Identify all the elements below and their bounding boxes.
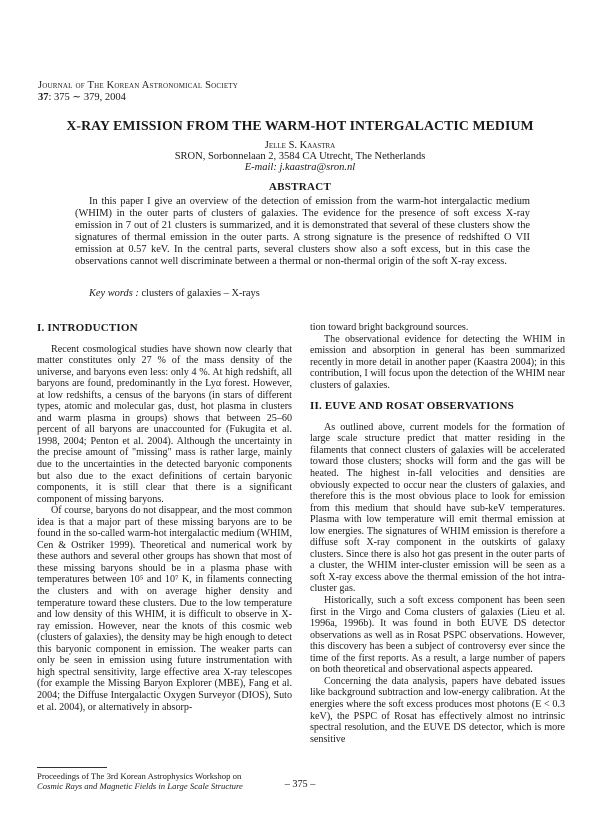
journal-volume-line (38, 92, 126, 104)
footnote-rule (37, 767, 107, 768)
keywords-label: Key words : (89, 288, 139, 299)
footnote-line-2: Cosmic Rays and Magnetic Fields in Large Scale Structure (37, 781, 243, 792)
intro-paragraph-1: Recent cosmological studies have shown now clearly that matter constitutes only 27 % of the mass density of the universe, and baryons even less: only 4 %. At high redshift, all baryons are found, predominantly in the Lyα forest. However, at low redshifts, a census of the baryons (in stars of different types, atomic and molecular gas, dust, hot plasma in clusters and warm plasma in groups) shows that between 25–60 percent of all baryons are unaccounted for (Fukugita et al. 1998, 2004; Penton et al. 2004). Although the uncertainty in the precise amount of "missing" mass is rather large, mainly due to the uncertainties in the detected baryonic components but also due to the exact definitions of certain baryonic components, it is still clear that there is a significant component of missing baryons. (37, 343, 292, 505)
journal-pages: : 375 ∼ 379, 2004 (48, 92, 126, 103)
author-email[interactable]: E-mail: j.kaastra@sron.nl (244, 162, 356, 173)
intro-paragraph-3: The observational evidence for detecting the WHIM in emission and absorption in general has been summarized recently in more detail in another paper (Kaastra 2004); in this contribution, I will focus upon the detection of the WHIM near clusters of galaxies. (310, 333, 565, 391)
euve-paragraph-3: Concerning the data analysis, papers have debated issues like background subtraction and low-energy calibration. At the energies where the soft excess produces most photons (E < 0.3 keV), the PSPC of Rosat has effectively almost no intrinsic spectral resolution, and the EUVE DS detector, which is more sensitive (310, 675, 565, 745)
page-number: – 375 – (284, 779, 316, 790)
paper-title: X-RAY EMISSION FROM THE WARM-HOT INTERGALACTIC MEDIUM (66, 118, 534, 133)
author-name: Jelle S. Kaastra (264, 140, 336, 151)
section-heading-introduction: I. INTRODUCTION (37, 322, 138, 334)
section-heading-euve-rosat: II. EUVE AND ROSAT OBSERVATIONS (310, 400, 514, 413)
author-affiliation: SRON, Sorbonnelaan 2, 3584 CA Utrecht, The Netherlands (174, 151, 426, 162)
left-column (37, 323, 292, 713)
euve-paragraph-1: As outlined above, current models for the formation of large scale structure predict that matter residing in the filaments that connect clusters of galaxies will be accelerated toward those clusters; shocks will form and the gas will be heated. The highest in-fall velocities and densities are obviously expected to occur near the clusters of galaxies, and therefore this is the most obvious place to look for emission from this medium that should have sub-keV temperatures. Plasma with low temperature will emit thermal emission at low energies. The signatures of WHIM emission is therefore a diffuse soft X-ray component in the outskirts of galaxy clusters. Since there is also hot gas present in the outer parts of a cluster, the WHIM inter-cluster emission will be seen as a soft X-ray excess above the thermal emission of the hot intra-cluster gas. (310, 421, 565, 595)
intro-paragraph-2-continued: tion toward bright background sources. (310, 322, 469, 333)
euve-paragraph-2: Historically, such a soft excess component has been seen first in the Virgo and Coma clusters of galaxies (Lieu et al. 1996a, 1996b). It was found in both EUVE DS detector observations as well as in Rosat PSPC observations. However, this discovery has been a subject of controversy ever since the time of the first reports. As a result, a large number of papers on both theoretical and observational aspects appeared. (310, 595, 565, 676)
abstract-heading: ABSTRACT (268, 181, 332, 193)
right-column (310, 322, 565, 745)
keywords (75, 288, 530, 300)
abstract-text: In this paper I give an overview of the detection of emission from the warm-hot intergalactic medium (WHIM) in the outer parts of clusters of galaxies. The evidence for the presence of soft excess X-ray emission in 7 out of 21 clusters is summarized, and it is demonstrated that several of these clusters show the signatures of thermal emission in the outer parts. A strong signature is the presence of redshifted O VII emission at 0.57 keV. In the central parts, several clusters show also a soft excess, but in this case the observations cannot well discriminate between a thermal or non-thermal origin of the soft X-ray excess. (75, 196, 530, 267)
footnote-line-1: Proceedings of The 3rd Korean Astrophysics Workshop on (37, 771, 242, 781)
intro-paragraph-2: Of course, baryons do not disappear, and the most common idea is that a major part of these missing baryons are to be found in the so-called warm-hot intergalactic medium (WHIM, Cen & Ostriker 1999). Theoretical and numerical work by these authors and several other groups has shown that most of these missing baryons should be in a plasma phase with temperatures between 10⁵ and 10⁷ K, in filaments connecting the clusters and with on average higher density and temperature toward these clusters. Due to the low temperature and low density of this WHIM, it is difficult to observe in X-ray emission. However, near the knots of this cosmic web (clusters of galaxies), the density may be high enough to detect this baryonic component in emission. The weaker parts can only be seen in emission using future instrumentation with high spectral sensitivity, large effective area X-ray telescopes (for example the Missing Baryon Explorer (MBE), Fang et al. 2004; the Diffuse Intergalactic Oxygen Surveyor (DIOS), Suto et al. 2004), or alternatively in absorp- (37, 505, 292, 713)
journal-volume: 37 (38, 92, 49, 103)
journal-name: Journal of The Korean Astronomical Society (38, 80, 239, 91)
keywords-text: clusters of galaxies – X-rays (138, 288, 260, 299)
